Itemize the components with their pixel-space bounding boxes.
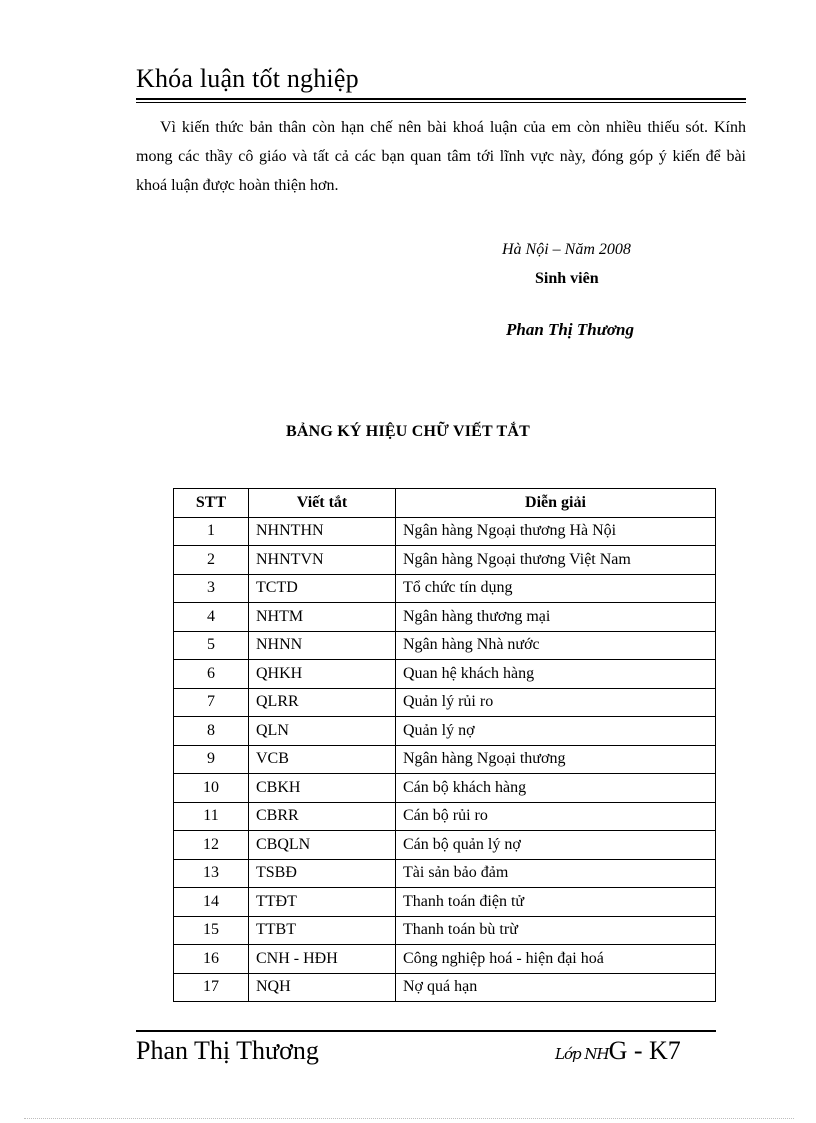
header-abbreviation: Viết tắt — [249, 489, 396, 518]
cell-description: Ngân hàng Ngoại thương — [396, 745, 716, 774]
place-date: Hà Nội – Năm 2008 — [502, 241, 631, 258]
cell-abbreviation: NHNTVN — [249, 546, 396, 575]
cell-description: Ngân hàng Nhà nước — [396, 631, 716, 660]
cell-description: Nợ quá hạn — [396, 973, 716, 1002]
header-stt: STT — [174, 489, 249, 518]
cell-stt: 14 — [174, 888, 249, 917]
cell-abbreviation: VCB — [249, 745, 396, 774]
cell-description: Thanh toán bù trừ — [396, 916, 716, 945]
cell-stt: 7 — [174, 688, 249, 717]
cell-abbreviation: NQH — [249, 973, 396, 1002]
cell-stt: 12 — [174, 831, 249, 860]
table-row — [174, 774, 716, 803]
footer-class — [555, 1036, 681, 1066]
table-row — [174, 973, 716, 1002]
page-bottom-dotted-line — [24, 1118, 794, 1119]
cell-description: Quản lý rủi ro — [396, 688, 716, 717]
cell-abbreviation: TSBĐ — [249, 859, 396, 888]
signer-name: Phan Thị Thương — [506, 320, 634, 339]
footer-class-prefix: Lớp NH — [555, 1045, 609, 1063]
cell-description: Quản lý nợ — [396, 717, 716, 746]
cell-description: Ngân hàng Ngoại thương Hà Nội — [396, 517, 716, 546]
table-row — [174, 802, 716, 831]
cell-abbreviation: QLRR — [249, 688, 396, 717]
cell-stt: 8 — [174, 717, 249, 746]
cell-stt: 9 — [174, 745, 249, 774]
cell-description: Tổ chức tín dụng — [396, 574, 716, 603]
cell-abbreviation: TCTD — [249, 574, 396, 603]
cell-description: Ngân hàng Ngoại thương Việt Nam — [396, 546, 716, 575]
cell-abbreviation: NHNTHN — [249, 517, 396, 546]
cell-stt: 13 — [174, 859, 249, 888]
header-rule-thick — [136, 98, 746, 100]
cell-abbreviation: QLN — [249, 717, 396, 746]
table-header-row — [174, 489, 716, 518]
header-description: Diễn giải — [396, 489, 716, 518]
cell-abbreviation: NHNN — [249, 631, 396, 660]
table-row — [174, 745, 716, 774]
intro-paragraph: Vì kiến thức bản thân còn hạn chế nên bài khoá luận của em còn nhiều thiếu sót. Kính mong các thầy cô giáo và tất cả các bạn quan tâm tới lĩnh vực này, đóng góp ý kiến để bài khoá luận được hoàn thiện hơn. — [136, 119, 746, 194]
cell-abbreviation: CBQLN — [249, 831, 396, 860]
table-row — [174, 945, 716, 974]
cell-stt: 17 — [174, 973, 249, 1002]
table-row — [174, 688, 716, 717]
table-row — [174, 916, 716, 945]
footer-class-suffix: G - K7 — [608, 1036, 681, 1065]
cell-stt: 2 — [174, 546, 249, 575]
table-row — [174, 660, 716, 689]
cell-abbreviation: QHKH — [249, 660, 396, 689]
cell-stt: 16 — [174, 945, 249, 974]
cell-abbreviation: CBKH — [249, 774, 396, 803]
cell-description: Tài sản bảo đảm — [396, 859, 716, 888]
cell-description: Cán bộ khách hàng — [396, 774, 716, 803]
cell-stt: 10 — [174, 774, 249, 803]
table-row — [174, 888, 716, 917]
cell-abbreviation: CBRR — [249, 802, 396, 831]
table-row — [174, 831, 716, 860]
table-row — [174, 631, 716, 660]
header-title: Khóa luận tốt nghiệp — [136, 64, 359, 93]
table-row — [174, 546, 716, 575]
cell-description: Cán bộ rủi ro — [396, 802, 716, 831]
table-title: BẢNG KÝ HIỆU CHỮ VIẾT TẮT — [285, 423, 530, 440]
table-row — [174, 603, 716, 632]
cell-stt: 5 — [174, 631, 249, 660]
table-body — [174, 517, 716, 1002]
cell-abbreviation: TTBT — [249, 916, 396, 945]
cell-description: Quan hệ khách hàng — [396, 660, 716, 689]
signer-role: Sinh viên — [535, 270, 599, 287]
table-row — [174, 859, 716, 888]
cell-description: Công nghiệp hoá - hiện đại hoá — [396, 945, 716, 974]
cell-stt: 1 — [174, 517, 249, 546]
cell-stt: 11 — [174, 802, 249, 831]
cell-description: Thanh toán điện tử — [396, 888, 716, 917]
table-row — [174, 517, 716, 546]
cell-description: Ngân hàng thương mại — [396, 603, 716, 632]
cell-stt: 3 — [174, 574, 249, 603]
cell-stt: 4 — [174, 603, 249, 632]
cell-abbreviation: NHTM — [249, 603, 396, 632]
header-rule-thin — [136, 102, 746, 103]
footer-author: Phan Thị Thương — [136, 1036, 319, 1065]
footer-rule — [136, 1030, 716, 1032]
table-row — [174, 574, 716, 603]
cell-stt: 6 — [174, 660, 249, 689]
cell-description: Cán bộ quản lý nợ — [396, 831, 716, 860]
cell-stt: 15 — [174, 916, 249, 945]
table-row — [174, 717, 716, 746]
abbreviation-table — [173, 488, 716, 1002]
cell-abbreviation: TTĐT — [249, 888, 396, 917]
cell-abbreviation: CNH - HĐH — [249, 945, 396, 974]
